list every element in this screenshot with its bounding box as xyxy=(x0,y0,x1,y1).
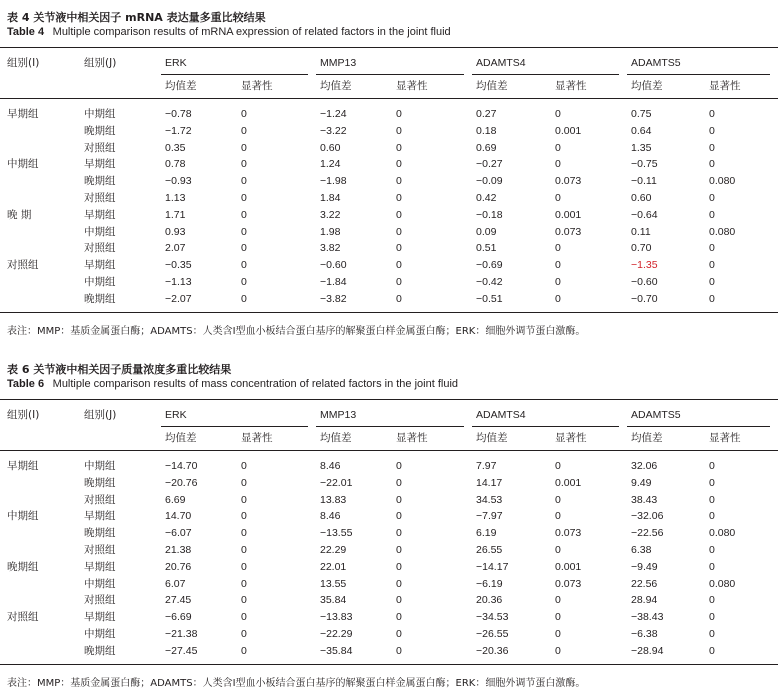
significance-value: 0 xyxy=(709,594,715,607)
mean-diff-value: −1.35 xyxy=(631,259,658,272)
significance-value: 0 xyxy=(555,242,561,255)
mean-diff-value: 21.38 xyxy=(165,544,192,556)
significance-value: 0 xyxy=(241,560,247,573)
significance-value: 0 xyxy=(396,628,402,640)
mean-diff-value: −14.70 xyxy=(165,460,198,472)
group-j-label: 中期组 xyxy=(84,577,116,590)
col-header-group-j: 组别(J) xyxy=(84,409,117,421)
col-header-factor: ERK xyxy=(165,57,187,69)
significance-value: 0 xyxy=(396,594,402,607)
group-j-label: 对照组 xyxy=(84,242,116,255)
table-caption-label: Table 4 xyxy=(7,26,45,38)
subheader-significance: 显著性 xyxy=(241,432,273,444)
significance-value: 0 xyxy=(709,510,715,523)
mean-diff-value: 1.35 xyxy=(631,141,652,154)
mean-diff-value: −27.45 xyxy=(165,644,198,657)
group-j-label: 早期组 xyxy=(84,259,116,272)
col-header-factor: ERK xyxy=(165,409,187,421)
mean-diff-value: 0.42 xyxy=(476,192,497,204)
mean-diff-value: 0.69 xyxy=(476,141,497,154)
significance-value: 0 xyxy=(396,276,402,288)
significance-value: 0 xyxy=(709,141,715,154)
mean-diff-value: 14.17 xyxy=(476,476,503,489)
subheader-mean-diff: 均值差 xyxy=(476,80,508,92)
mean-diff-value: −0.69 xyxy=(476,259,503,272)
significance-value: 0 xyxy=(241,544,247,556)
subheader-mean-diff: 均值差 xyxy=(165,432,197,444)
table-note: 表注：MMP：基质金属蛋白酶；ADAMTS：人类含Ⅰ型血小板结合蛋白基序的解聚蛋白样金属蛋白酶；ERK：细胞外调节蛋白激酶。 xyxy=(7,677,586,689)
col-header-group-i: 组别(I) xyxy=(7,409,40,421)
mean-diff-value: 3.82 xyxy=(320,242,341,255)
mean-diff-value: −22.29 xyxy=(320,628,353,640)
mean-diff-value: 0.51 xyxy=(476,242,497,255)
mean-diff-value: −32.06 xyxy=(631,510,664,523)
significance-value: 0 xyxy=(396,158,402,171)
significance-value: 0 xyxy=(396,544,402,556)
significance-value: 0 xyxy=(709,611,715,624)
significance-value: 0 xyxy=(709,476,715,489)
bottom-rule xyxy=(0,664,778,665)
group-i-label: 晚 期 xyxy=(7,208,32,221)
mean-diff-value: −1.72 xyxy=(165,124,192,137)
mean-diff-value: 32.06 xyxy=(631,460,658,472)
mean-diff-value: −0.60 xyxy=(631,276,658,288)
mean-diff-value: 27.45 xyxy=(165,594,192,607)
mean-diff-value: 38.43 xyxy=(631,493,658,506)
subheader-mean-diff: 均值差 xyxy=(631,80,663,92)
significance-value: 0 xyxy=(396,577,402,590)
significance-value: 0 xyxy=(241,594,247,607)
mean-diff-value: 6.07 xyxy=(165,577,186,590)
table-caption-text: Multiple comparison results of mass concentration of related factors in the joint fluid xyxy=(52,378,459,390)
significance-value: 0 xyxy=(241,259,247,272)
significance-value: 0 xyxy=(241,476,247,489)
group-j-label: 早期组 xyxy=(84,560,116,573)
significance-value: 0 xyxy=(555,510,561,523)
group-j-label: 晚期组 xyxy=(84,175,116,188)
group-j-label: 对照组 xyxy=(84,192,116,204)
table-caption-cn: 表 4 关节液中相关因子 mRNA 表达量多重比较结果 xyxy=(7,11,266,24)
mean-diff-value: 0.60 xyxy=(320,141,341,154)
mean-diff-value: 1.71 xyxy=(165,208,186,221)
group-j-label: 晚期组 xyxy=(84,644,116,657)
mean-diff-value: 0.75 xyxy=(631,108,652,120)
mean-diff-value: 28.94 xyxy=(631,594,658,607)
group-j-label: 对照组 xyxy=(84,594,116,607)
mean-diff-value: −0.27 xyxy=(476,158,503,171)
mean-diff-value: 22.01 xyxy=(320,560,347,573)
group-i-label: 早期组 xyxy=(7,108,39,120)
group-j-label: 早期组 xyxy=(84,158,116,171)
header-rule xyxy=(0,98,778,99)
subheader-mean-diff: 均值差 xyxy=(476,432,508,444)
mean-diff-value: 35.84 xyxy=(320,594,347,607)
mean-diff-value: 9.49 xyxy=(631,476,652,489)
factor-underline xyxy=(316,74,464,75)
significance-value: 0.001 xyxy=(555,124,582,137)
significance-value: 0 xyxy=(555,292,561,305)
significance-value: 0 xyxy=(555,594,561,607)
mean-diff-value: 1.84 xyxy=(320,192,341,204)
mean-diff-value: −14.17 xyxy=(476,560,509,573)
significance-value: 0 xyxy=(241,644,247,657)
significance-value: 0 xyxy=(709,560,715,573)
col-header-factor: ADAMTS5 xyxy=(631,57,681,69)
significance-value: 0.073 xyxy=(555,527,582,540)
table-caption-en xyxy=(7,26,451,38)
significance-value: 0 xyxy=(396,644,402,657)
mean-diff-value: −1.13 xyxy=(165,276,192,288)
significance-value: 0 xyxy=(241,242,247,255)
group-j-label: 对照组 xyxy=(84,544,116,556)
table-caption-text: Multiple comparison results of mRNA expression of related factors in the joint fluid xyxy=(52,26,451,38)
mean-diff-value: 0.09 xyxy=(476,225,497,238)
significance-value: 0 xyxy=(555,141,561,154)
mean-diff-value: −26.55 xyxy=(476,628,509,640)
significance-value: 0 xyxy=(709,124,715,137)
mean-diff-value: −0.09 xyxy=(476,175,503,188)
group-j-label: 晚期组 xyxy=(84,124,116,137)
col-header-factor: ADAMTS4 xyxy=(476,409,526,421)
mean-diff-value: −6.19 xyxy=(476,577,503,590)
significance-value: 0 xyxy=(396,259,402,272)
mean-diff-value: −9.49 xyxy=(631,560,658,573)
significance-value: 0 xyxy=(241,292,247,305)
factor-underline xyxy=(161,74,308,75)
mean-diff-value: −0.18 xyxy=(476,208,503,221)
mean-diff-value: 6.69 xyxy=(165,493,186,506)
mean-diff-value: −1.84 xyxy=(320,276,347,288)
mean-diff-value: −6.38 xyxy=(631,628,658,640)
mean-diff-value: −13.83 xyxy=(320,611,353,624)
significance-value: 0 xyxy=(396,510,402,523)
significance-value: 0 xyxy=(396,208,402,221)
subheader-mean-diff: 均值差 xyxy=(631,432,663,444)
significance-value: 0 xyxy=(241,276,247,288)
significance-value: 0 xyxy=(241,175,247,188)
mean-diff-value: −0.70 xyxy=(631,292,658,305)
factor-underline xyxy=(472,74,619,75)
mean-diff-value: −3.82 xyxy=(320,292,347,305)
significance-value: 0 xyxy=(396,225,402,238)
significance-value: 0 xyxy=(241,225,247,238)
mean-diff-value: −0.93 xyxy=(165,175,192,188)
mean-diff-value: 0.64 xyxy=(631,124,652,137)
significance-value: 0 xyxy=(396,175,402,188)
group-j-label: 中期组 xyxy=(84,460,116,472)
significance-value: 0.001 xyxy=(555,560,582,573)
subheader-mean-diff: 均值差 xyxy=(320,432,352,444)
mean-diff-value: 0.27 xyxy=(476,108,497,120)
mean-diff-value: 8.46 xyxy=(320,510,341,523)
significance-value: 0 xyxy=(709,644,715,657)
mean-diff-value: 26.55 xyxy=(476,544,503,556)
mean-diff-value: 14.70 xyxy=(165,510,192,523)
mean-diff-value: −20.76 xyxy=(165,476,198,489)
significance-value: 0 xyxy=(396,242,402,255)
mean-diff-value: 6.38 xyxy=(631,544,652,556)
mean-diff-value: 0.93 xyxy=(165,225,186,238)
significance-value: 0.080 xyxy=(709,175,736,188)
factor-underline xyxy=(316,426,464,427)
top-rule xyxy=(0,47,778,48)
group-i-label: 中期组 xyxy=(7,510,39,523)
group-i-label: 对照组 xyxy=(7,259,39,272)
group-j-label: 中期组 xyxy=(84,628,116,640)
mean-diff-value: −3.22 xyxy=(320,124,347,137)
significance-value: 0 xyxy=(555,628,561,640)
col-header-factor: ADAMTS5 xyxy=(631,409,681,421)
factor-underline xyxy=(161,426,308,427)
mean-diff-value: −0.75 xyxy=(631,158,658,171)
group-j-label: 早期组 xyxy=(84,510,116,523)
mean-diff-value: −6.69 xyxy=(165,611,192,624)
significance-value: 0 xyxy=(555,544,561,556)
factor-underline xyxy=(627,74,770,75)
mean-diff-value: −22.56 xyxy=(631,527,664,540)
subheader-significance: 显著性 xyxy=(709,80,741,92)
mean-diff-value: −0.51 xyxy=(476,292,503,305)
significance-value: 0.080 xyxy=(709,225,736,238)
subheader-significance: 显著性 xyxy=(241,80,273,92)
group-j-label: 中期组 xyxy=(84,108,116,120)
significance-value: 0 xyxy=(555,460,561,472)
significance-value: 0 xyxy=(396,292,402,305)
significance-value: 0 xyxy=(555,276,561,288)
significance-value: 0 xyxy=(396,611,402,624)
significance-value: 0 xyxy=(241,527,247,540)
group-j-label: 晚期组 xyxy=(84,476,116,489)
significance-value: 0 xyxy=(555,108,561,120)
significance-value: 0 xyxy=(555,192,561,204)
mean-diff-value: 7.97 xyxy=(476,460,497,472)
group-i-label: 早期组 xyxy=(7,460,39,472)
significance-value: 0 xyxy=(555,158,561,171)
mean-diff-value: 0.35 xyxy=(165,141,186,154)
significance-value: 0.080 xyxy=(709,527,736,540)
significance-value: 0 xyxy=(396,527,402,540)
mean-diff-value: −0.42 xyxy=(476,276,503,288)
significance-value: 0 xyxy=(241,208,247,221)
subheader-significance: 显著性 xyxy=(396,80,428,92)
significance-value: 0 xyxy=(555,259,561,272)
mean-diff-value: −7.97 xyxy=(476,510,503,523)
group-i-label: 中期组 xyxy=(7,158,39,171)
significance-value: 0 xyxy=(396,124,402,137)
subheader-significance: 显著性 xyxy=(709,432,741,444)
significance-value: 0 xyxy=(709,158,715,171)
mean-diff-value: 0.78 xyxy=(165,158,186,171)
mean-diff-value: 0.60 xyxy=(631,192,652,204)
significance-value: 0 xyxy=(709,108,715,120)
mean-diff-value: 1.24 xyxy=(320,158,341,171)
mean-diff-value: 34.53 xyxy=(476,493,503,506)
significance-value: 0 xyxy=(241,124,247,137)
top-rule xyxy=(0,399,778,400)
mean-diff-value: −1.98 xyxy=(320,175,347,188)
group-j-label: 早期组 xyxy=(84,611,116,624)
table-caption-cn: 表 6 关节液中相关因子质量浓度多重比较结果 xyxy=(7,363,232,376)
mean-diff-value: −0.35 xyxy=(165,259,192,272)
significance-value: 0 xyxy=(241,192,247,204)
significance-value: 0 xyxy=(709,544,715,556)
col-header-group-j: 组别(J) xyxy=(84,57,117,69)
mean-diff-value: 22.56 xyxy=(631,577,658,590)
mean-diff-value: 0.11 xyxy=(631,225,651,238)
significance-value: 0.073 xyxy=(555,225,582,238)
mean-diff-value: −34.53 xyxy=(476,611,509,624)
mean-diff-value: −0.60 xyxy=(320,259,347,272)
mean-diff-value: −0.78 xyxy=(165,108,192,120)
significance-value: 0 xyxy=(396,460,402,472)
significance-value: 0 xyxy=(396,476,402,489)
subheader-mean-diff: 均值差 xyxy=(165,80,197,92)
mean-diff-value: 0.18 xyxy=(476,124,497,137)
mean-diff-value: 13.55 xyxy=(320,577,347,590)
significance-value: 0 xyxy=(709,628,715,640)
group-j-label: 中期组 xyxy=(84,225,116,238)
subheader-significance: 显著性 xyxy=(396,432,428,444)
significance-value: 0 xyxy=(709,493,715,506)
significance-value: 0 xyxy=(241,611,247,624)
significance-value: 0 xyxy=(241,158,247,171)
mean-diff-value: 8.46 xyxy=(320,460,341,472)
mean-diff-value: −20.36 xyxy=(476,644,509,657)
significance-value: 0 xyxy=(241,628,247,640)
table-caption-en xyxy=(7,378,458,390)
mean-diff-value: 2.07 xyxy=(165,242,186,255)
significance-value: 0 xyxy=(709,192,715,204)
mean-diff-value: 22.29 xyxy=(320,544,347,556)
mean-diff-value: 20.76 xyxy=(165,560,192,573)
significance-value: 0 xyxy=(396,493,402,506)
mean-diff-value: −0.11 xyxy=(631,175,657,188)
significance-value: 0 xyxy=(241,510,247,523)
col-header-factor: MMP13 xyxy=(320,409,357,421)
col-header-group-i: 组别(I) xyxy=(7,57,40,69)
significance-value: 0.073 xyxy=(555,175,582,188)
significance-value: 0 xyxy=(241,577,247,590)
mean-diff-value: 1.13 xyxy=(165,192,186,204)
mean-diff-value: −6.07 xyxy=(165,527,192,540)
significance-value: 0.073 xyxy=(555,577,582,590)
mean-diff-value: 1.98 xyxy=(320,225,341,238)
group-j-label: 对照组 xyxy=(84,493,116,506)
subheader-significance: 显著性 xyxy=(555,80,587,92)
mean-diff-value: −35.84 xyxy=(320,644,353,657)
group-j-label: 晚期组 xyxy=(84,527,116,540)
significance-value: 0.080 xyxy=(709,577,736,590)
mean-diff-value: 0.70 xyxy=(631,242,652,255)
significance-value: 0 xyxy=(396,560,402,573)
group-j-label: 晚期组 xyxy=(84,292,116,305)
mean-diff-value: −2.07 xyxy=(165,292,192,305)
significance-value: 0 xyxy=(396,141,402,154)
col-header-factor: ADAMTS4 xyxy=(476,57,526,69)
significance-value: 0 xyxy=(241,493,247,506)
mean-diff-value: −0.64 xyxy=(631,208,658,221)
significance-value: 0 xyxy=(555,644,561,657)
group-j-label: 中期组 xyxy=(84,276,116,288)
factor-underline xyxy=(627,426,770,427)
significance-value: 0 xyxy=(396,108,402,120)
factor-underline xyxy=(472,426,619,427)
significance-value: 0.001 xyxy=(555,208,582,221)
mean-diff-value: 6.19 xyxy=(476,527,497,540)
group-i-label: 对照组 xyxy=(7,611,39,624)
significance-value: 0 xyxy=(709,276,715,288)
header-rule xyxy=(0,450,778,451)
significance-value: 0 xyxy=(555,611,561,624)
mean-diff-value: −22.01 xyxy=(320,476,353,489)
significance-value: 0 xyxy=(709,259,715,272)
mean-diff-value: −1.24 xyxy=(320,108,347,120)
significance-value: 0 xyxy=(241,108,247,120)
group-j-label: 对照组 xyxy=(84,141,116,154)
col-header-factor: MMP13 xyxy=(320,57,357,69)
bottom-rule xyxy=(0,312,778,313)
table-note: 表注：MMP：基质金属蛋白酶；ADAMTS：人类含Ⅰ型血小板结合蛋白基序的解聚蛋白样金属蛋白酶；ERK：细胞外调节蛋白激酶。 xyxy=(7,325,586,337)
significance-value: 0 xyxy=(709,460,715,472)
significance-value: 0 xyxy=(709,292,715,305)
group-j-label: 早期组 xyxy=(84,208,116,221)
mean-diff-value: 20.36 xyxy=(476,594,503,607)
mean-diff-value: −38.43 xyxy=(631,611,664,624)
significance-value: 0 xyxy=(241,460,247,472)
group-i-label: 晚期组 xyxy=(7,560,39,573)
significance-value: 0 xyxy=(709,208,715,221)
mean-diff-value: 3.22 xyxy=(320,208,341,221)
significance-value: 0 xyxy=(241,141,247,154)
subheader-significance: 显著性 xyxy=(555,432,587,444)
significance-value: 0 xyxy=(555,493,561,506)
significance-value: 0 xyxy=(709,242,715,255)
subheader-mean-diff: 均值差 xyxy=(320,80,352,92)
significance-value: 0 xyxy=(396,192,402,204)
mean-diff-value: −28.94 xyxy=(631,644,664,657)
mean-diff-value: 13.83 xyxy=(320,493,347,506)
table-caption-label: Table 6 xyxy=(7,378,45,390)
mean-diff-value: −21.38 xyxy=(165,628,198,640)
mean-diff-value: −13.55 xyxy=(320,527,353,540)
significance-value: 0.001 xyxy=(555,476,582,489)
